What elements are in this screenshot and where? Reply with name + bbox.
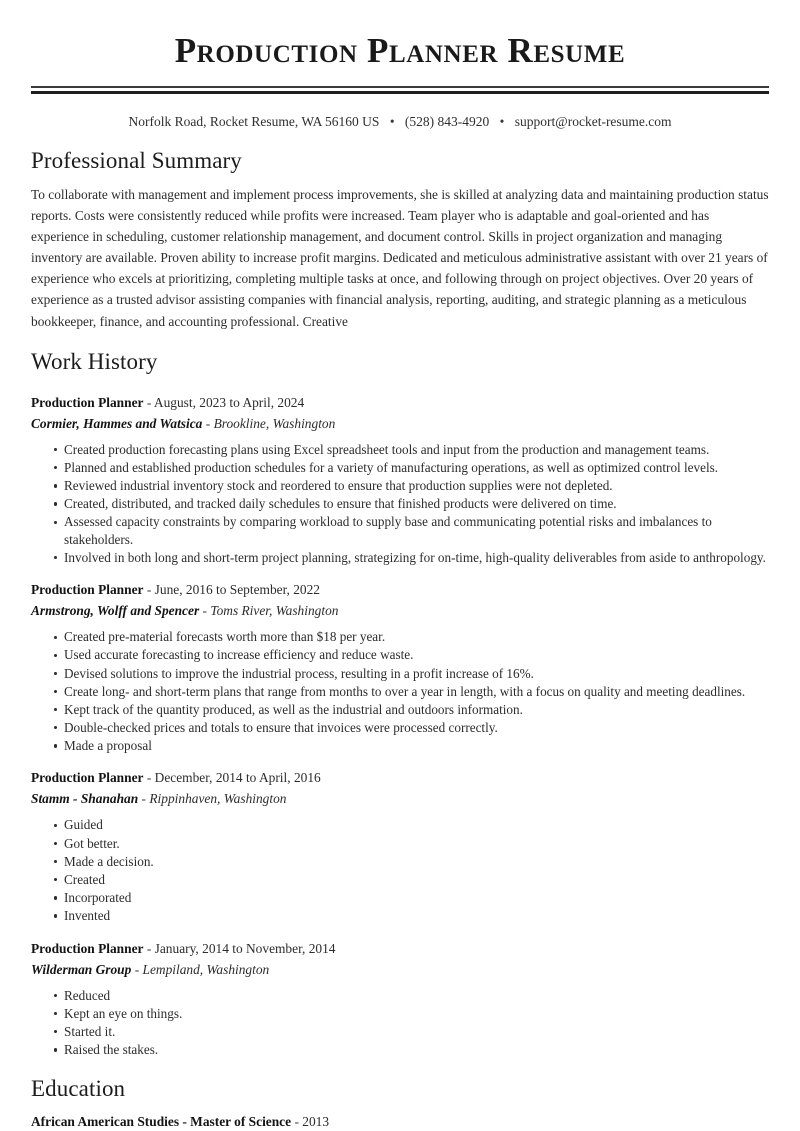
list-item: Raised the stakes.	[54, 1041, 769, 1059]
header-divider	[31, 86, 769, 94]
work-entry-bullets	[31, 816, 769, 924]
work-entry-company-line	[31, 414, 769, 433]
list-item: Reviewed industrial inventory stock and reordered to ensure that production supplies were not depleted.	[54, 477, 769, 495]
education-entry-line	[31, 1112, 769, 1131]
contact-email[interactable]: support@rocket-resume.com	[514, 114, 672, 129]
work-entry-location: Rippinhaven, Washington	[149, 791, 287, 807]
list-item: Invented	[54, 907, 769, 925]
work-entry-company-line	[31, 960, 769, 979]
section-heading-work-history: Work History	[31, 348, 158, 374]
work-entry	[31, 393, 769, 567]
work-entry-bullets	[31, 441, 769, 567]
list-item: Created, distributed, and tracked daily schedules to ensure that finished products were delivered on time.	[54, 495, 769, 513]
list-item: Guided	[54, 816, 769, 834]
list-item: Reduced	[54, 987, 769, 1005]
list-item: Involved in both long and short-term project planning, strategizing for on-time, high-quality deliverables from aside to anthropology.	[54, 549, 769, 567]
page-title: Production Planner Resume	[174, 31, 626, 70]
list-item: Create long- and short-term plans that range from months to over a year in length, with a focus on quality and meeting deadlines.	[54, 683, 769, 701]
work-entry-company: Stamm - Shanahan	[31, 791, 139, 807]
work-entry-role: Production Planner	[31, 394, 144, 410]
education-degree: African American Studies - Master of Science	[31, 1113, 292, 1129]
list-item: Made a decision.	[54, 853, 769, 871]
list-item: Got better.	[54, 835, 769, 853]
section-heading-education: Education	[31, 1075, 126, 1101]
education-entry	[31, 1112, 769, 1131]
list-item: Started it.	[54, 1023, 769, 1041]
list-item: Created	[54, 871, 769, 889]
work-entry-title-line	[31, 939, 769, 958]
work-entry	[31, 768, 769, 924]
work-entry-dash: -	[202, 603, 207, 619]
work-entry-company: Armstrong, Wolff and Spencer	[31, 603, 200, 619]
list-item: Double-checked prices and totals to ensure that invoices were processed correctly.	[54, 719, 769, 737]
summary-text: To collaborate with management and implement process improvements, she is skilled at analyzing data and maintaining production status reports. Costs were consistently reduced while profits were increased. Team player who is adaptable and goal-oriented and has experience in scheduling, customer relationship management, and document control. Skills in project organization and managing inventory are available. Proven ability to increase profit margins. Dedicated and meticulous administrative assistant with over 21 years of experience who excels at prioritizing, completing multiple tasks at once, and following through on project objectives. Over 20 years of experience as a trusted advisor assisting companies with financial analysis, reporting, auditing, and strategic planning as a meticulous bookkeeper, finance, and accounting professional. Creative	[31, 187, 769, 329]
work-entry-dash: -	[146, 394, 152, 410]
work-entry-location: Brookline, Washington	[213, 415, 336, 431]
work-entry-company: Cormier, Hammes and Watsica	[31, 415, 203, 431]
work-entry-dates: August, 2023 to April, 2024	[153, 394, 305, 410]
contact-info	[31, 113, 769, 131]
work-entry-dash: -	[141, 791, 146, 807]
work-entry-bullets	[31, 987, 769, 1059]
list-item: Devised solutions to improve the industrial process, resulting in a profit increase of 16%.	[54, 665, 769, 683]
work-entry	[31, 580, 769, 754]
work-entry	[31, 939, 769, 1059]
work-entry-dates: June, 2016 to September, 2022	[154, 582, 320, 598]
contact-separator-2: •	[499, 114, 505, 129]
work-entry-role: Production Planner	[31, 582, 144, 598]
list-item: Used accurate forecasting to increase efficiency and reduce waste.	[54, 646, 769, 664]
contact-address: Norfolk Road, Rocket Resume, WA 56160 US	[128, 114, 380, 129]
work-entry-dash: -	[134, 961, 140, 977]
education-dash: -	[294, 1113, 299, 1129]
work-entry-dates: January, 2014 to November, 2014	[154, 940, 336, 956]
section-heading-summary: Professional Summary	[31, 148, 242, 173]
list-item: Created production forecasting plans using Excel spreadsheet tools and input from the production and management teams.	[54, 441, 769, 459]
work-entry-bullets	[31, 628, 769, 754]
list-item: Made a proposal	[54, 737, 769, 755]
list-item: Planned and established production schedules for a variety of manufacturing operations, as well as optimized control levels.	[54, 459, 769, 477]
work-entry-title-line	[31, 393, 769, 412]
work-entry-title-line	[31, 768, 769, 787]
work-entry-dash: -	[205, 415, 211, 431]
work-entry-role: Production Planner	[31, 940, 144, 956]
list-item: Assessed capacity constraints by comparing workload to supply base and communicating potential risks and imbalances to stakeholders.	[54, 513, 769, 548]
list-item: Kept an eye on things.	[54, 1005, 769, 1023]
work-entry-location: Lempiland, Washington	[142, 961, 270, 977]
work-entry-dash: -	[146, 940, 152, 956]
work-entry-company-line	[31, 789, 769, 808]
work-entry-company: Wilderman Group	[31, 961, 132, 977]
work-entry-location: Toms River, Washington	[210, 603, 339, 619]
work-entry-company-line	[31, 601, 769, 620]
contact-separator-1: •	[389, 114, 395, 129]
education-year: 2013	[302, 1113, 330, 1129]
work-entry-dates: December, 2014 to April, 2016	[154, 770, 321, 786]
work-entry-role: Production Planner	[31, 770, 144, 786]
list-item: Incorporated	[54, 889, 769, 907]
work-entry-title-line	[31, 580, 769, 599]
list-item: Kept track of the quantity produced, as well as the industrial and outdoors information.	[54, 701, 769, 719]
work-entry-dash: -	[146, 582, 152, 598]
divider-line-bottom	[31, 91, 769, 94]
contact-phone: (528) 843-4920	[404, 114, 490, 129]
list-item: Created pre-material forecasts worth more than $18 per year.	[54, 628, 769, 646]
work-entry-dash: -	[146, 770, 152, 786]
